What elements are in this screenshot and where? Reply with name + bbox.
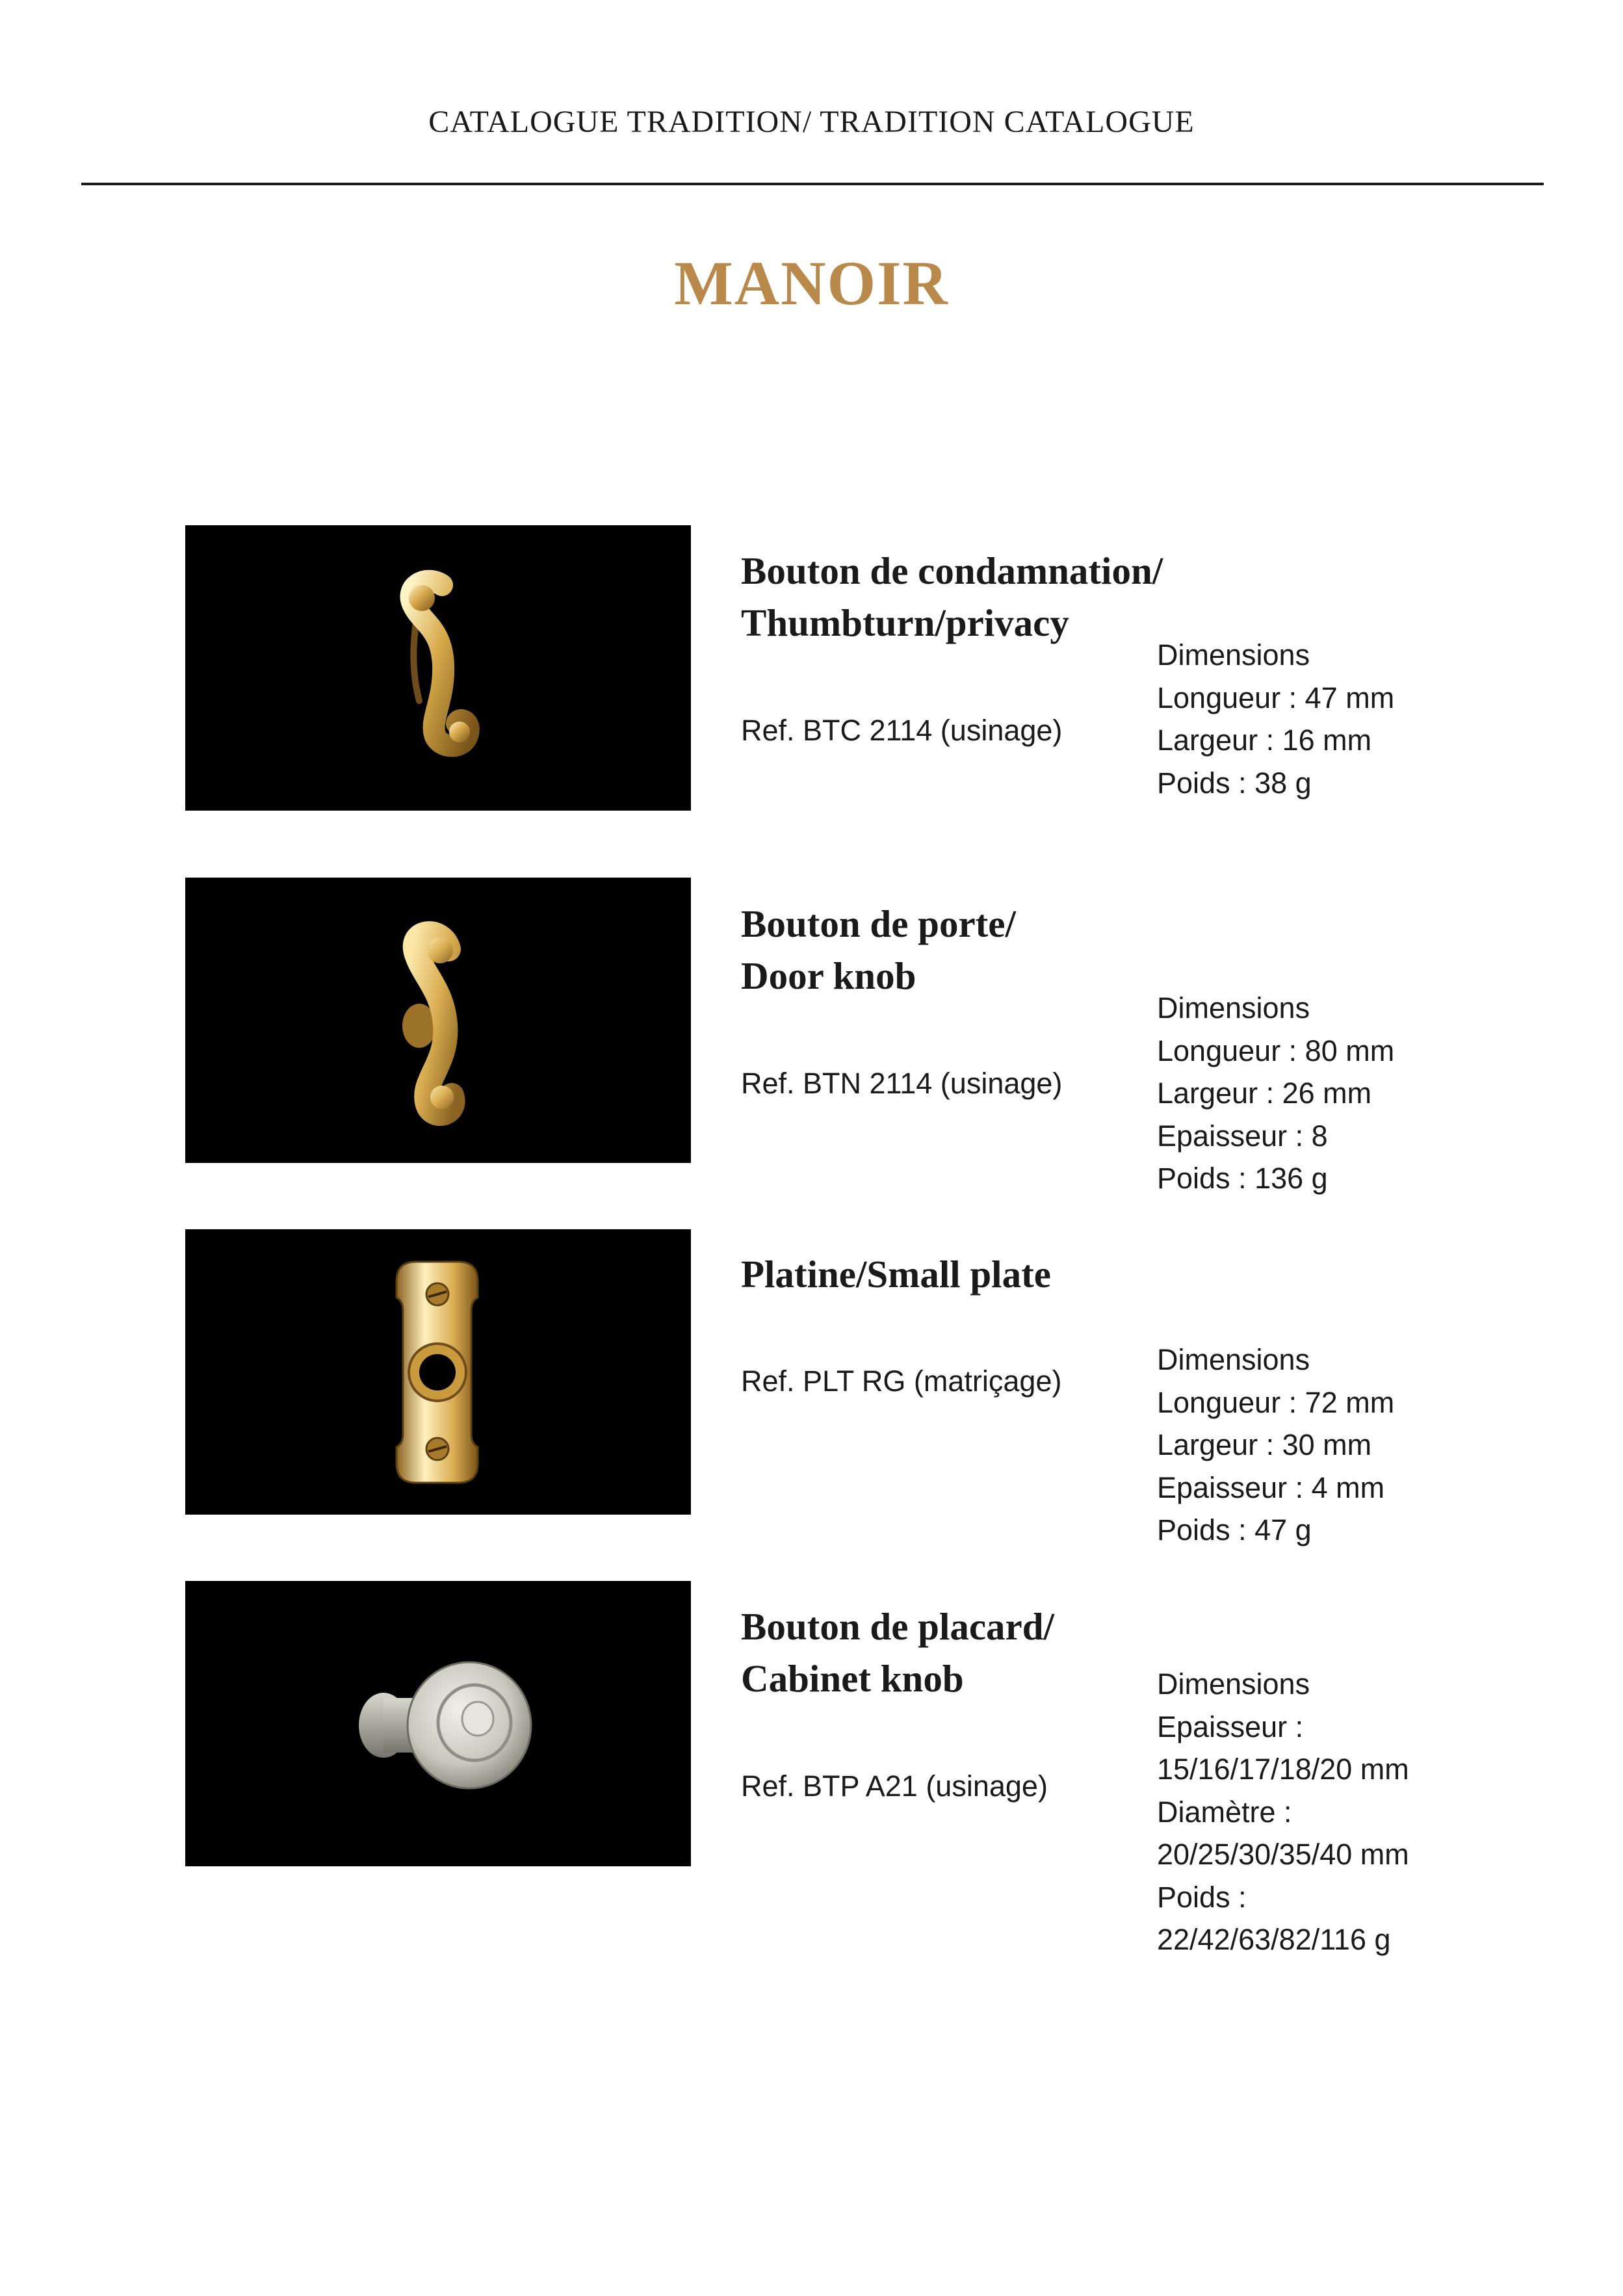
product-name-line2: Cabinet knob xyxy=(741,1657,964,1700)
product-photo-small-plate xyxy=(185,1229,691,1515)
product-photo-door-knob xyxy=(185,878,691,1163)
product-ref-thumbturn: Ref. BTC 2114 (usinage) xyxy=(741,714,1063,747)
dimension-line: Poids : 136 g xyxy=(1157,1162,1328,1195)
thumbturn-icon xyxy=(185,525,691,811)
dimension-line: Epaisseur : 8 xyxy=(1157,1119,1328,1153)
dimension-line: Epaisseur : xyxy=(1157,1710,1304,1743)
dimension-line: Longueur : 47 mm xyxy=(1157,681,1395,714)
product-dimensions-thumbturn xyxy=(1157,634,1521,804)
dimension-line: Longueur : 72 mm xyxy=(1157,1385,1395,1419)
page-title: MANOIR xyxy=(674,248,949,318)
product-name-line1: Bouton de condamnation/ xyxy=(741,549,1163,592)
product-ref-door-knob: Ref. BTN 2114 (usinage) xyxy=(741,1067,1063,1100)
dimensions-heading: Dimensions xyxy=(1157,991,1310,1024)
product-ref-cabinet-knob: Ref. BTP A21 (usinage) xyxy=(741,1769,1048,1803)
product-ref-small-plate: Ref. PLT RG (matriçage) xyxy=(741,1364,1062,1398)
dimensions-heading: Dimensions xyxy=(1157,1667,1310,1701)
dimension-line: 20/25/30/35/40 mm xyxy=(1157,1838,1409,1871)
header-divider xyxy=(81,183,1544,185)
dimensions-heading: Dimensions xyxy=(1157,638,1310,672)
product-name-line2: Thumbturn/privacy xyxy=(741,601,1069,644)
product-name-thumbturn xyxy=(741,545,1163,649)
product-dimensions-cabinet-knob xyxy=(1157,1663,1521,1961)
product-dimensions-door-knob xyxy=(1157,987,1521,1200)
dimension-line: Epaisseur : 4 mm xyxy=(1157,1470,1385,1504)
dimension-line: Diamètre : xyxy=(1157,1795,1292,1829)
product-name-line1: Bouton de placard/ xyxy=(741,1605,1054,1648)
product-name-line2: Door knob xyxy=(741,954,916,997)
door-knob-icon xyxy=(185,878,691,1163)
dimension-line: Poids : 47 g xyxy=(1157,1513,1312,1546)
dimension-line: 15/16/17/18/20 mm xyxy=(1157,1753,1409,1786)
catalogue-header: CATALOGUE TRADITION/ TRADITION CATALOGUE xyxy=(428,105,1195,139)
product-dimensions-small-plate xyxy=(1157,1338,1521,1552)
product-photo-thumbturn xyxy=(185,525,691,811)
product-name-door-knob xyxy=(741,898,1157,1002)
dimension-line: Poids : xyxy=(1157,1880,1247,1914)
product-name-cabinet-knob xyxy=(741,1600,1157,1704)
dimension-line: 22/42/63/82/116 g xyxy=(1157,1923,1391,1956)
dimension-line: Poids : 38 g xyxy=(1157,766,1312,800)
dimension-line: Longueur : 80 mm xyxy=(1157,1034,1395,1067)
dimension-line: Largeur : 26 mm xyxy=(1157,1076,1372,1110)
product-photo-cabinet-knob xyxy=(185,1581,691,1866)
dimensions-heading: Dimensions xyxy=(1157,1343,1310,1376)
dimension-line: Largeur : 30 mm xyxy=(1157,1428,1372,1461)
small-plate-icon xyxy=(185,1229,691,1515)
dimension-line: Largeur : 16 mm xyxy=(1157,724,1372,757)
product-name-small-plate xyxy=(741,1248,1157,1300)
product-name-line1: Bouton de porte/ xyxy=(741,902,1016,945)
cabinet-knob-icon xyxy=(185,1581,691,1866)
product-name-line1: Platine/Small plate xyxy=(741,1253,1051,1296)
